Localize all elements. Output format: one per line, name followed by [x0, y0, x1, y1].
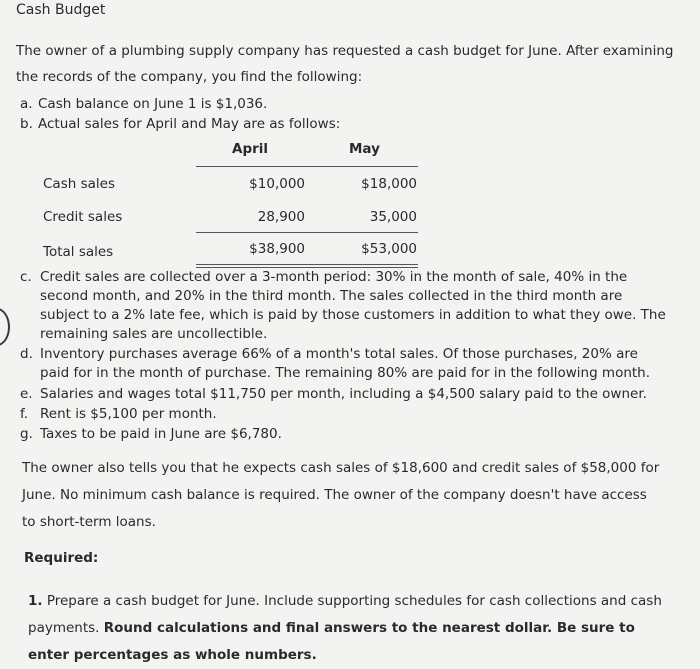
list-item-text: Rent is $5,100 per month.: [40, 406, 217, 422]
list-item-text: Salaries and wages total $11,750 per month, including a $4,500 salary paid to the owner.: [40, 386, 647, 402]
requirement-number: 1.: [28, 593, 43, 609]
owner-note-paragraph: The owner also tells you that he expects cash sales of $18,600 and credit sales of $58,000 for June. No minimum cash balance is required. The owner of the company doesn't have access to short-term loans.: [22, 460, 660, 530]
list-marker: b.: [20, 116, 33, 132]
subtotal-rule: [196, 232, 418, 233]
total-sales-may: $53,000: [361, 241, 417, 257]
list-item-c: [20, 268, 670, 344]
credit-sales-may: 35,000: [369, 209, 417, 225]
list-item-text: Actual sales for April and May are as follows:: [38, 116, 341, 132]
total-sales-april: $38,900: [249, 241, 305, 257]
requirement-1: [28, 588, 668, 669]
cash-sales-april: $10,000: [249, 176, 305, 192]
list-marker: f.: [20, 406, 29, 422]
column-header-may: May: [349, 141, 380, 157]
list-item-f: [20, 405, 670, 424]
list-item-b: [20, 115, 660, 134]
list-marker: e.: [20, 386, 33, 402]
header-underline: [196, 166, 418, 167]
list-marker: d.: [20, 346, 33, 362]
list-item-text: Inventory purchases average 66% of a month's total sales. Of those purchases, 20% are paid for in the month of purchase. The remaining 80% are paid for in the following month.: [40, 346, 651, 381]
requirement-emphasis: Round calculations and final answers to the nearest dollar. Be sure to enter percentages as whole numbers.: [28, 620, 635, 663]
list-marker: g.: [20, 426, 33, 442]
left-edge-arc: [0, 308, 10, 346]
row-label-credit-sales: Credit sales: [43, 209, 123, 225]
list-item-d: [20, 345, 670, 383]
column-header-april: April: [232, 141, 269, 157]
requirement-text: Prepare a cash budget for June. Include supporting schedules for cash collections and cash payments.: [28, 593, 662, 636]
row-label-total-sales: Total sales: [43, 244, 114, 260]
required-heading: Required:: [24, 550, 99, 566]
list-marker: c.: [20, 269, 32, 285]
list-item-a: [20, 95, 660, 114]
list-marker: a.: [20, 96, 33, 112]
list-item-text: Taxes to be paid in June are $6,780.: [40, 426, 282, 442]
credit-sales-april: 28,900: [257, 209, 305, 225]
list-item-e: [20, 385, 670, 404]
list-item-g: [20, 425, 670, 444]
cash-sales-may: $18,000: [361, 176, 417, 192]
row-label-cash-sales: Cash sales: [43, 176, 115, 192]
intro-paragraph: The owner of a plumbing supply company has requested a cash budget for June. After examining the records of the company, you find the following:: [16, 43, 674, 85]
list-item-text: Credit sales are collected over a 3-month period: 30% in the month of sale, 40% in the second month, and 20% in the third month. The sales collected in the third month are subject to a 2% late fee, which is paid by those customers in addition to what they owe. The remaining sales are uncollectible.: [40, 269, 666, 342]
page-title: Cash Budget: [16, 2, 106, 18]
list-item-text: Cash balance on June 1 is $1,036.: [38, 96, 268, 112]
